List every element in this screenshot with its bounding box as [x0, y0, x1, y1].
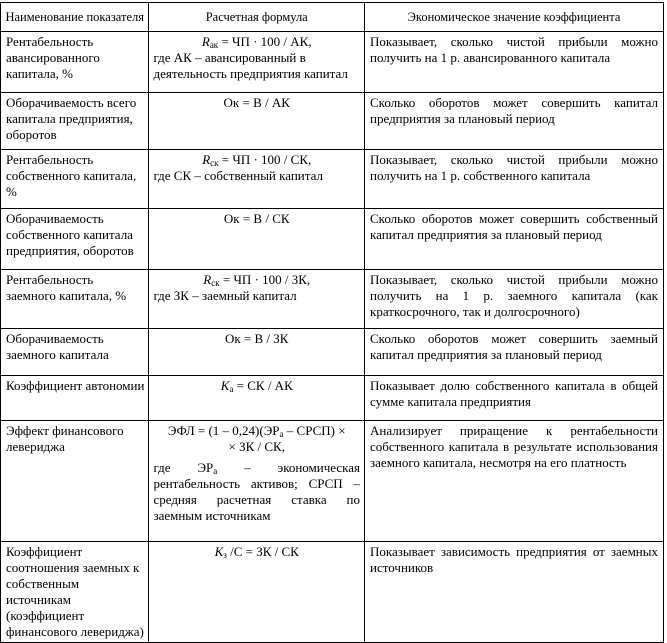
- indicator-name: Рентабельность авансированного капитала, %: [1, 32, 149, 93]
- formula-expression: $R_{ак}$ = ЧП · 100 / АК,: [201, 34, 312, 50]
- economic-meaning: Сколько оборотов может совершить заемный капитал предприятия за плановый период: [365, 329, 664, 376]
- formula-expression: $K_з$ /С = ЗК / СК: [214, 544, 299, 560]
- economic-meaning: Показывает, сколько чистой прибыли можно получить на 1 р. заемного капитала (как краткосрочного, так и долгосрочного): [365, 270, 664, 329]
- table-row: [1, 376, 664, 421]
- table-row: [1, 209, 664, 270]
- formula-cell: [149, 93, 365, 150]
- table-row: [1, 542, 664, 643]
- indicator-name: Рентабельность заемного капитала, %: [1, 270, 149, 329]
- header-meaning: Экономическое значение коэффициента: [365, 3, 664, 32]
- indicator-name: Эффект финансового левериджа: [1, 421, 149, 542]
- indicator-name: Рентабельность собственного капитала, %: [1, 150, 149, 209]
- table-header-row: [1, 3, 664, 32]
- economic-meaning: Показывает долю собственного капитала в общей сумме капитала предприятия: [365, 376, 664, 421]
- table-row: [1, 329, 664, 376]
- formula-cell: [149, 542, 365, 643]
- formula-cell: [149, 150, 365, 209]
- formula-cell: [149, 329, 365, 376]
- formula-expression: $R_{ск}$ = ЧП · 100 / ЗК,: [203, 272, 311, 288]
- table-row: [1, 421, 664, 542]
- formula-cell: [149, 270, 365, 329]
- formula-cell: [149, 376, 365, 421]
- formula-description: где $ЭР_а$ – экономическая рентабельность активов; СРСП – средняя расчетная ставка по заемным источникам: [153, 460, 361, 523]
- economic-meaning: Показывает, сколько чистой прибыли можно получить на 1 р. авансированного капитала: [365, 32, 664, 93]
- table-row: [1, 93, 664, 150]
- header-name: Наименование показателя: [1, 3, 149, 32]
- formula-expression: Ок = В / АК: [223, 95, 290, 110]
- formula-description: где СК – собственный капитал: [153, 168, 323, 183]
- indicator-name: Оборачиваемость собственного капитала предприятия, оборотов: [1, 209, 149, 270]
- formula-expression: $R_{ск}$ = ЧП · 100 / СК,: [202, 152, 312, 168]
- economic-meaning: Сколько оборотов может совершить собственный капитал предприятия за плановый период: [365, 209, 664, 270]
- indicator-name: Коэффициент автономии: [1, 376, 149, 421]
- formula-cell: [149, 209, 365, 270]
- economic-meaning: Сколько оборотов может совершить капитал предприятия за плановый период: [365, 93, 664, 150]
- economic-meaning: Анализирует приращение к рентабельности собственного капитала в результате использования заемного капитала, несмотря на его платность: [365, 421, 664, 542]
- table-row: [1, 32, 664, 93]
- formula-description: где ЗК – заемный капитал: [153, 288, 297, 303]
- formula-expression: ЭФЛ = $(1 - 0,24)(ЭР_а$ – СРСП) ×: [167, 423, 346, 439]
- table-row: [1, 150, 664, 209]
- formula-expression: Ок = В / СК: [223, 211, 290, 226]
- formula-expression-continued: × ЗК / СК,: [228, 439, 285, 454]
- ratios-table: [0, 2, 664, 643]
- formula-expression: $K_а$ = СК / АК: [220, 378, 293, 394]
- economic-meaning: Показывает, сколько чистой прибыли можно получить на 1 р. собственного капитала: [365, 150, 664, 209]
- indicator-name: Оборачиваемость заемного капитала: [1, 329, 149, 376]
- formula-expression: Ок = В / ЗК: [224, 331, 289, 346]
- formula-cell: [149, 32, 365, 93]
- table-row: [1, 270, 664, 329]
- formula-cell: [149, 421, 365, 542]
- formula-description: где АК – авансированный в деятельность предприятия капитал: [153, 50, 348, 81]
- header-formula: Расчетная формула: [149, 3, 365, 32]
- indicator-name: Коэффициент соотношения заемных к собственным источникам (коэффициент финансового левериджа): [1, 542, 149, 643]
- indicator-name: Оборачиваемость всего капитала предприятия, оборотов: [1, 93, 149, 150]
- economic-meaning: Показывает зависимость предприятия от заемных источников: [365, 542, 664, 643]
